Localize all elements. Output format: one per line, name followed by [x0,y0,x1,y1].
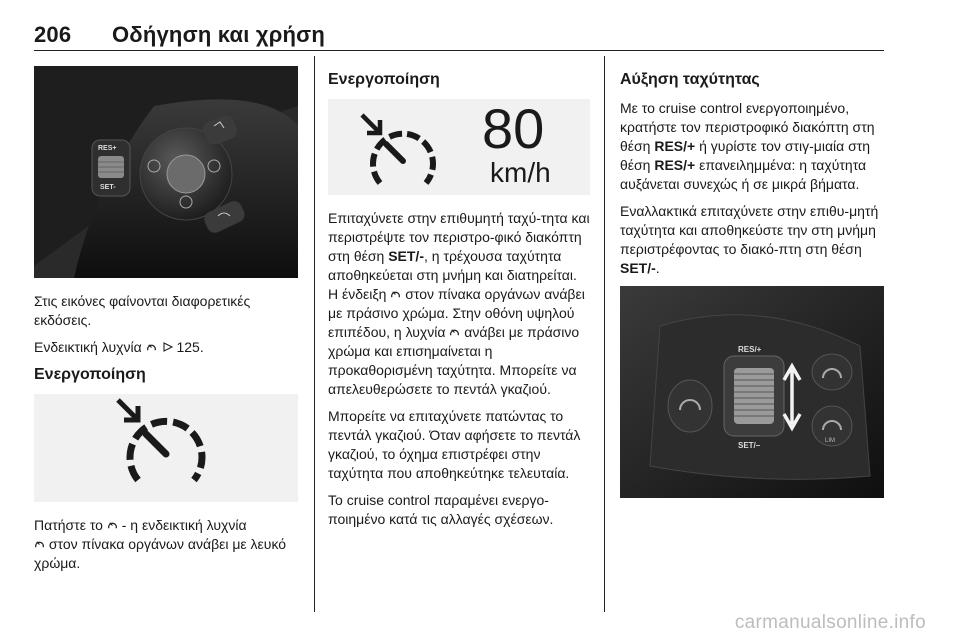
alternative-text-a: Εναλλακτικά επιταχύνετε στην επιθυ-μητή ταχύτητα και αποθηκεύστε την στη μνήμη περιστρέφοντας το διακό-πτη στη θέση [620,203,879,257]
accelerate-paragraph: Μπορείτε να επιταχύνετε πατώντας το πεντάλ γκαζιού. Όταν αφήσετε το πεντάλ γκαζιού, το όχημα επιστρέφει στην ταχύτητα που αποθηκεύτηκε τελευταία. [328,408,581,481]
page-number: 206 [34,22,72,47]
activation-instruction [34,516,298,573]
set-speed-text-e: ανάβει με πράσινο χρώμα και επισημαίνεται η προκαθορισμένη ταχύτητα. Μπορείτε να απελευθερώσετε το πεντάλ γκαζιού. [328,324,580,397]
reference-page: 125. [176,339,204,355]
set-minus-term-2: SET/- [620,260,656,276]
alternative-text-c: . [655,260,660,276]
activation-heading: Ενεργοποίηση [34,366,146,383]
header-rule [34,50,884,51]
set-minus-term: SET/- [388,248,424,264]
cruise-control-symbol-image [34,394,298,502]
page-reference-arrow-icon [163,338,173,348]
res-plus-term: RES/+ [654,138,696,154]
images-caption: Στις εικόνες φαίνονται διαφορετικές εκδόσεις. [34,293,251,328]
column-3 [620,70,886,498]
set-speed-paragraph [328,209,590,399]
set-speed-value: 80 [482,97,545,160]
steering-wheel-controls-image [34,66,298,278]
gear-change-paragraph: Το cruise control παραμένει ενεργο-ποιημένο κατά τις αλλαγές σχέσεων. [328,492,554,527]
activation-text-c: στον πίνακα οργάνων ανάβει με λευκό χρώμα. [34,536,287,571]
set-minus-switch-label: SET/– [738,441,761,450]
cruise-control-icon [390,289,401,300]
column-divider-1 [314,56,315,612]
page-header [34,22,325,48]
alternative-paragraph [620,202,886,278]
column-divider-2 [604,56,605,612]
increase-text-e: επανειλημμένα: η ταχύτητα αυξάνεται συνεχώς ή σε μικρά βήματα. [620,157,867,192]
res-plus-term-2: RES/+ [654,157,696,173]
activation-text-a: Πατήστε το [34,517,103,533]
set-minus-label: SET- [100,184,116,191]
set-speed-text-c: , η τρέχουσα ταχύτητα αποθηκεύεται στη μνήμη και διατηρείται. Η ένδειξη [328,248,577,302]
watermark: carmanualsonline.info [734,612,926,633]
speed-unit: km/h [490,157,551,188]
set-speed-text-d: στον πίνακα οργάνων ανάβει με πράσινο χρώμα. Στην οθόνη υψηλού επιπέδου, η λυχνία [328,286,585,340]
res-plus-switch-label: RES/+ [738,345,762,354]
activation-text-b: - η ενδεικτική λυχνία [121,517,247,533]
column-2 [328,70,590,537]
lim-label: LIM [825,438,836,444]
cruise-control-icon [107,520,118,531]
res-plus-label: RES+ [98,145,117,152]
increase-text-a: Με το cruise control ενεργοποιημένο, κρατήστε τον περιστροφικό διακόπτη στη θέση [620,100,875,154]
set-speed-text-a: Επιταχύνετε στην επιθυμητή ταχύ-τητα και περιστρέψτε τον περιστρο-φικό διακόπτη στη θέση [328,210,590,264]
section-title: Οδήγηση και χρήση [112,22,326,47]
increase-speed-paragraph [620,99,886,194]
cruise-control-icon [34,539,45,550]
increase-text-c: ή γυρίστε τον στιγ-μιαία στη θέση [620,138,871,173]
rotary-switch-image [620,286,884,498]
increase-speed-heading: Αύξηση ταχύτητας [620,71,760,88]
indicator-ref-text: Ενδεικτική λυχνία [34,339,142,355]
column-1 [34,66,298,581]
indicator-ref [34,338,298,357]
speed-display-image [328,99,590,195]
activation-heading-2: Ενεργοποίηση [328,71,440,88]
cruise-control-icon [146,342,157,353]
cruise-control-icon [449,327,460,338]
